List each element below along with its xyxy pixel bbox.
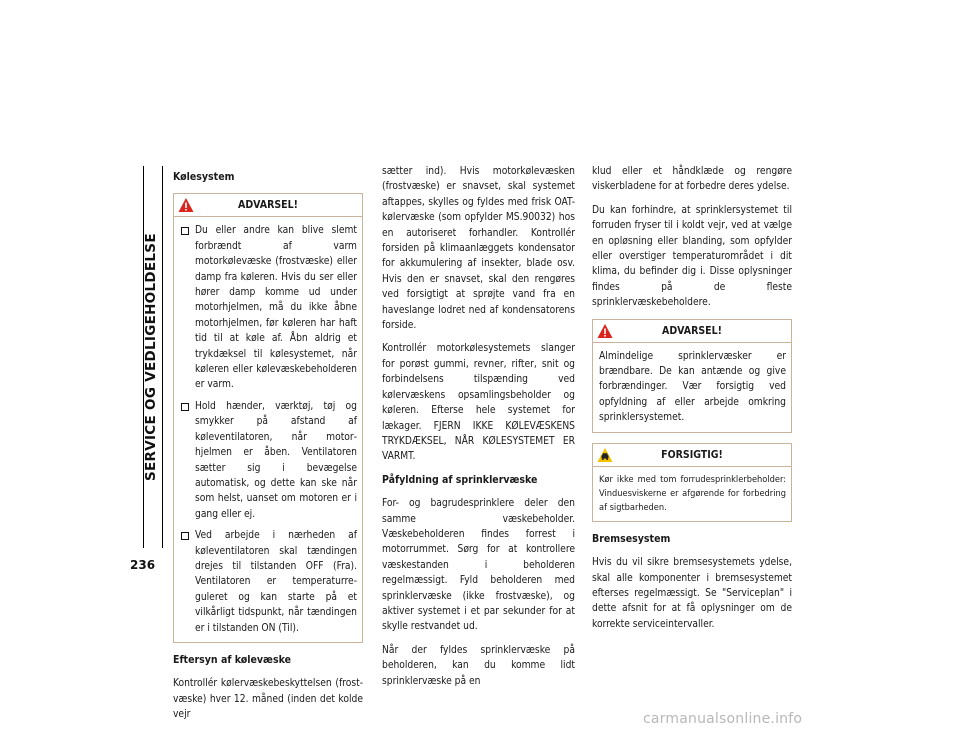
- paragraph: sætter ind). Hvis motorkølevæsken (frostvæske) er snavset, skal systemet aftappes, skylles og fyldes med frisk OAT-kølervæske (som opfylder MS.90032) hos en autoriseret forhandler. Kontrollér forsiden på klimaanlæggets kondensator for akkumulering af insekter, blade osv. Hvis den er snavset, skal den rengøres ved forsigtigt at sprøjte vand fra en haveslange lodret ned af kondensatorens forside.: [382, 166, 575, 332]
- page-number: 236: [130, 558, 156, 572]
- paragraph: Kontrollér motorkølesystemets slanger for porøst gummi, revner, rifter, snit og forbindelsens tilspænding ved kølervæskens opsamlingsbeholder og køleren. Efterse hele systemet for lækager. FJERN IKKE KØLEVÆSKENS TRYKDÆKSEL, NÅR KØLESYSTEMET ER VARMT.: [382, 343, 575, 463]
- warning-box-body: [174, 217, 362, 642]
- footer-watermark: carmanualsonline.info: [643, 711, 803, 727]
- subheading-pafyldning: Påfyldning af sprinklervæske: [382, 473, 538, 486]
- column-1: [173, 170, 363, 731]
- warning-box-title: ADVARSEL!: [662, 324, 722, 337]
- warning-item: [180, 223, 357, 392]
- paragraph: For- og bagrudesprinklere deler den samme væskebeholder. Væskebeholderen findes forrest i motorrummet. Sørg for at kontrollere væskestanden i beholderen regelmæssigt. Fyld beholderen med sprinklervæske (ikke frostvæske), og aktiver systemet i et par sekunder for at skylle restvandet ud.: [382, 498, 575, 633]
- caution-box-title: FORSIGTIG!: [661, 448, 723, 461]
- warning-box-header: [174, 194, 362, 217]
- paragraph: klud eller et håndklæde og rengøre viskerbladene for at forbedre deres ydelse.: [592, 166, 792, 193]
- square-bullet-icon: [181, 403, 189, 411]
- subheading-eftersyn: Eftersyn af kølevæske: [173, 653, 291, 666]
- column-3: [592, 164, 792, 640]
- subheading-bremsesystem: Bremsesystem: [592, 532, 671, 545]
- caution-box: [592, 443, 792, 522]
- warning-box-header: [593, 320, 791, 343]
- car-caution-icon: [597, 447, 613, 463]
- paragraph: Når der fyldes sprinklervæske på beholderen, kan du komme lidt sprinklervæske på en: [382, 644, 575, 687]
- warning-triangle-icon: [597, 323, 613, 339]
- paragraph: Kontrollér kølervæskebeskyttelsen (frostvæske) hver 12. måned (inden det kolde vejr: [173, 678, 363, 721]
- warning-triangle-icon: [178, 197, 194, 213]
- square-bullet-icon: [181, 532, 189, 540]
- section-title-vertical: SERVICE OG VEDLIGEHOLDELSE: [143, 233, 159, 481]
- heading-kolesystem: Kølesystem: [173, 171, 235, 183]
- warning-text: Almindelige sprinklervæsker er brændbare. De kan antænde og give forbrændinger. Vær forsigtig ved opfyldning af eller arbejde omkring sprinklersystemet.: [599, 350, 786, 424]
- caution-box-header: [593, 444, 791, 467]
- warning-box: [173, 193, 363, 643]
- caution-text: Kør ikke med tom forrudesprinklerbeholder: Vinduesviskerne er afgørende for forbedring af sigtbarheden.: [599, 473, 786, 513]
- warning-item: [180, 399, 357, 522]
- caution-box-body: [593, 467, 791, 521]
- column-2: [382, 164, 575, 697]
- paragraph: Hvis du vil sikre bremsesystemets ydelse, skal alle komponenter i bremsesystemet efterses regelmæssigt. Se "Serviceplan" i dette afsnit for at få oplysninger om de korrekte serviceintervaller.: [592, 557, 792, 630]
- warning-box: [592, 319, 792, 433]
- warning-item-text: Ved arbejde i nærheden af køleventilatoren skal tændingen drejes til tilstanden OFF (Fra). Ventilatoren er temperaturreguleret og kan starte på et vilkårligt tidspunkt, når tændingen er i tilstanden ON (Til).: [195, 530, 357, 634]
- square-bullet-icon: [181, 227, 189, 235]
- warning-item: [180, 528, 357, 636]
- warning-box-title: ADVARSEL!: [238, 199, 298, 212]
- warning-item-text: Du eller andre kan blive slemt forbrændt af varm motorkølevæske (frostvæske) eller damp fra køleren. Hvis du ser eller hører damp komme ud under motorhjelmen, må du ikke åbne motorhjelmen, før køleren har haft tid til at køle af. Åbn aldrig et trykdæksel til kølesystemet, når køleren eller kølevæskebeholderen er varm.: [195, 225, 357, 391]
- warning-item-text: Hold hænder, værktøj, tøj og smykker på afstand af køleventilatoren, når motorhjelmen er åben. Ventilatoren sætter sig i bevægelse automatisk, og dette kan ske når som helst, uanset om motoren er i gang eller ej.: [195, 400, 357, 520]
- warning-box-body: [593, 343, 791, 432]
- paragraph: Du kan forhindre, at sprinklersystemet til forruden fryser til i koldt vejr, ved at vælge en opløsning eller blanding, som opfylder eller overstiger temperaturområdet i dit klima, du befinder dig i. Disse oplysninger findes på de fleste sprinklervæskebeholdere.: [592, 204, 792, 309]
